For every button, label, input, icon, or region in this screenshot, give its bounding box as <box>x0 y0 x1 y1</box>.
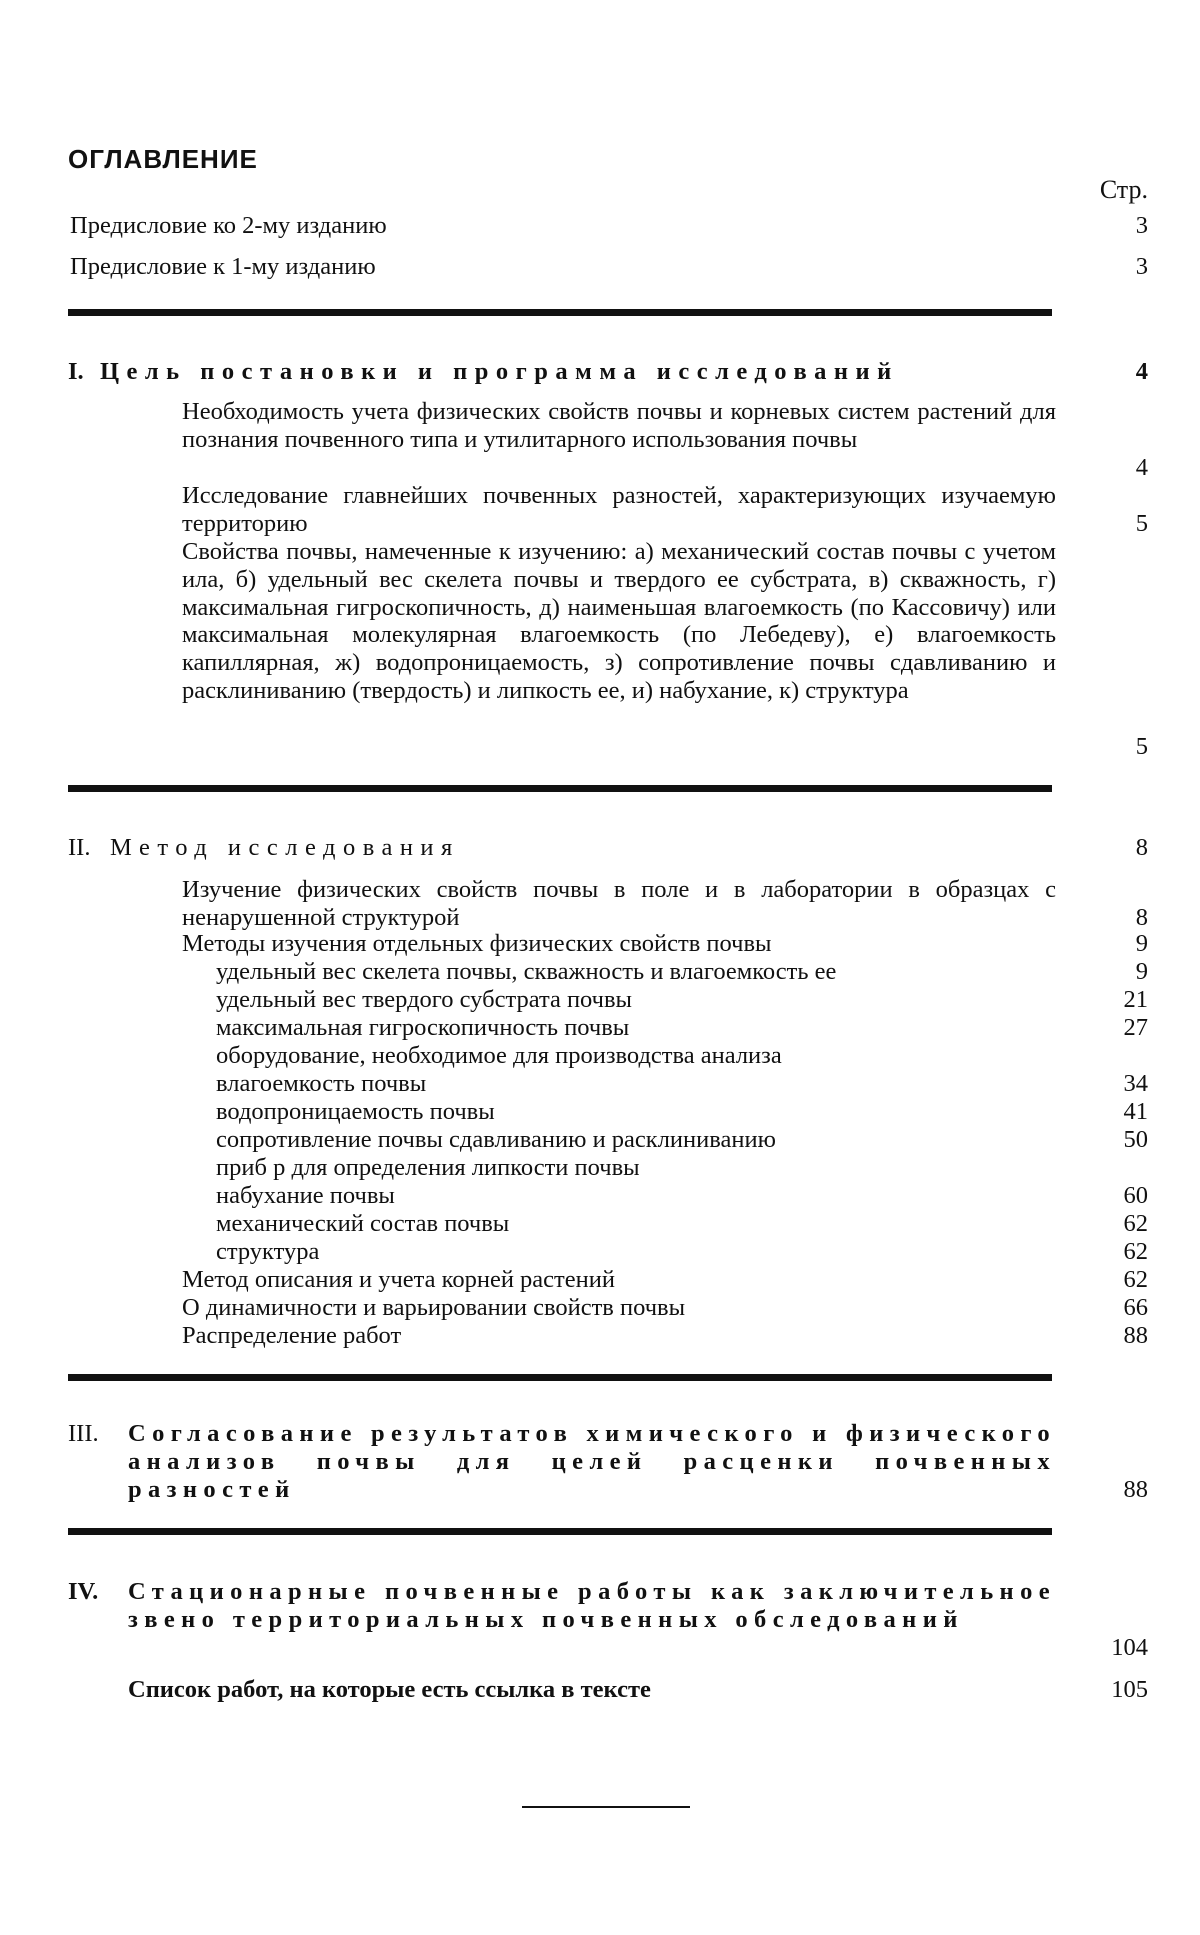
section-1-item-1: Необходимость учета физических свойств почвы и корневых систем растений для познания почвенного типа и утилитарного использования почвы <box>182 398 1056 453</box>
section-1-item-1-page: 4 <box>1135 454 1148 481</box>
page-column-label: Стр. <box>1099 175 1148 204</box>
section-1-page: 4 <box>1135 358 1148 385</box>
end-rule <box>522 1806 690 1808</box>
subitem-6-page: 41 <box>1123 1098 1148 1125</box>
section-2-item-2: Методы изучения отдельных физических свойств почвы <box>182 930 772 957</box>
section-2-item-5: Распределение работ <box>182 1322 402 1349</box>
subitem-10: механический состав почвы <box>216 1210 510 1237</box>
section-1-item-2: Исследование главнейших почвенных разностей, характеризующих изучаемую территорию <box>182 482 1056 537</box>
section-4-title: Стационарные почвенные работы как заключительное звено территориальных почвенных обследований <box>128 1578 1056 1633</box>
subitem-8: приб р для определения липкости почвы <box>216 1154 640 1181</box>
subitem-7-page: 50 <box>1123 1126 1148 1153</box>
section-rule <box>68 1528 1052 1535</box>
toc-heading: ОГЛАВЛЕНИЕ <box>68 144 258 174</box>
section-3-page: 88 <box>1123 1476 1148 1503</box>
section-rule <box>68 309 1052 316</box>
section-1-item-3: Свойства почвы, намеченные к изучению: а) механический состав почвы с учетом ила, б) удельный вес скелета почвы и твердого ее субстрата, в) скважность, г) максимальная гигроскопичность, д) наименьшая влагоемкость (по Кассовичу) или максимальная молекулярная влагоемкость (по Лебедеву), е) влагоемкость капиллярная, ж) водопроницаемость, з) сопротивление почвы сдавливанию и расклиниванию (твердость) и липкость ее, и) набухание, к) структура <box>182 538 1056 704</box>
subitem-10-page: 62 <box>1123 1210 1148 1237</box>
section-1-numeral: I. <box>68 358 84 385</box>
section-2-item-3: Метод описания и учета корней растений <box>182 1266 615 1293</box>
subitem-4: оборудование, необходимое для производства анализа <box>216 1042 782 1069</box>
preface-1-title: Предисловие к 1-му изданию <box>70 253 376 280</box>
subitem-11: структура <box>216 1238 320 1265</box>
subitem-11-page: 62 <box>1123 1238 1148 1265</box>
section-3-title: Согласование результатов химического и физического анализов почвы для целей расценки почвенных разностей <box>128 1420 1056 1503</box>
subitem-2: удельный вес твердого субстрата почвы <box>216 986 633 1013</box>
section-4-numeral: IV. <box>68 1578 99 1605</box>
subitem-5: влагоемкость почвы <box>216 1070 427 1097</box>
subitem-7: сопротивление почвы сдавливанию и расклиниванию <box>216 1126 776 1153</box>
section-2-item-2-page: 9 <box>1135 930 1148 957</box>
section-1-title: Цель постановки и программа исследований <box>100 358 899 385</box>
section-2-item-1: Изучение физических свойств почвы в поле и в лаборатории в образцах с ненарушенной структурой <box>182 876 1056 931</box>
section-rule <box>68 785 1052 792</box>
subitem-1-page: 9 <box>1135 958 1148 985</box>
section-2-page: 8 <box>1135 834 1148 861</box>
section-4-page: 104 <box>1111 1634 1148 1661</box>
subitem-6: водопроницаемость почвы <box>216 1098 495 1125</box>
references-title: Список работ, на которые есть ссылка в тексте <box>128 1676 651 1703</box>
section-2-item-1-page: 8 <box>1135 904 1148 931</box>
section-2-item-3-page: 62 <box>1123 1266 1148 1293</box>
preface-1-page: 3 <box>1135 253 1148 280</box>
section-2-numeral: II. <box>68 834 91 861</box>
subitem-3: максимальная гигроскопичность почвы <box>216 1014 630 1041</box>
section-2-item-5-page: 88 <box>1123 1322 1148 1349</box>
subitem-3-page: 27 <box>1123 1014 1148 1041</box>
subitem-9-page: 60 <box>1123 1182 1148 1209</box>
section-2-title: Метод исследования <box>110 834 460 861</box>
section-3-numeral: III. <box>68 1420 99 1447</box>
preface-2-page: 3 <box>1135 212 1148 239</box>
section-2-item-4: О динамичности и варьировании свойств почвы <box>182 1294 686 1321</box>
subitem-1: удельный вес скелета почвы, скважность и влагоемкость ее <box>216 958 837 985</box>
subitem-5-page: 34 <box>1123 1070 1148 1097</box>
subitem-2-page: 21 <box>1123 986 1148 1013</box>
section-1-item-3-page: 5 <box>1135 733 1148 760</box>
references-page: 105 <box>1111 1676 1148 1703</box>
section-1-item-2-page: 5 <box>1135 510 1148 537</box>
preface-2-title: Предисловие ко 2-му изданию <box>70 212 387 239</box>
subitem-9: набухание почвы <box>216 1182 395 1209</box>
section-rule <box>68 1374 1052 1381</box>
section-2-item-4-page: 66 <box>1123 1294 1148 1321</box>
